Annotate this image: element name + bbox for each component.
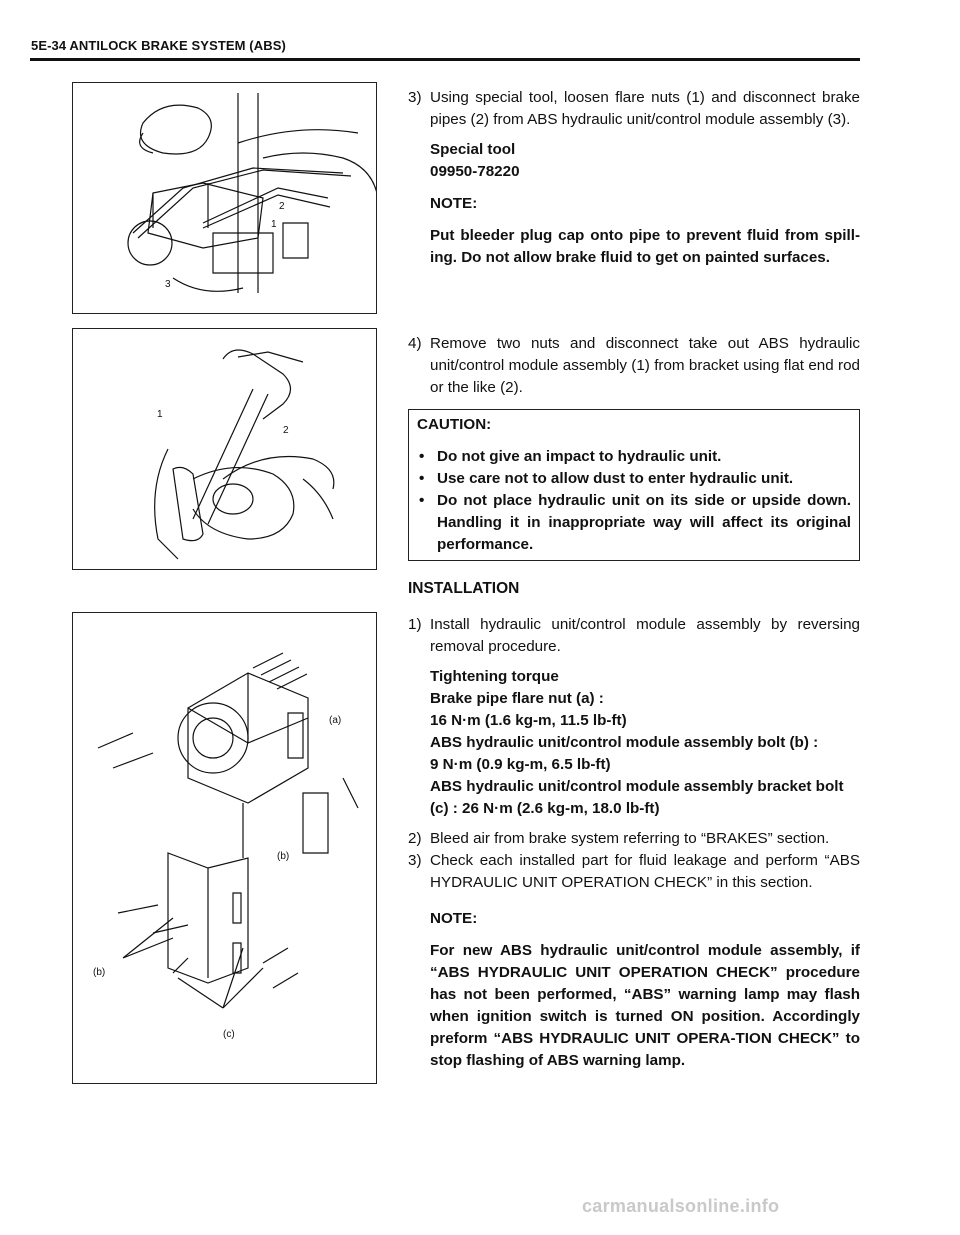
- installation-note-title: NOTE:: [430, 910, 478, 927]
- installation-note-text: For new ABS hydraulic unit/control module assembly, if “ABS HYDRAULIC UNIT OPERATION CHECK” procedure has not been performed, “ABS” warning lamp may flash when ignition switch is turned ON position. Accordingly preform “ABS HYDRAULIC UNIT OPERA-TION CHECK” to stop flashing of ABS warning lamp.: [430, 942, 860, 1069]
- installation-exploded-illustration: [73, 613, 376, 1083]
- step3-number: 3): [408, 89, 422, 106]
- hydraulic-unit-pipes-illustration: [73, 83, 376, 313]
- torque-line: 16 N·m (1.6 kg-m, 11.5 lb-ft): [430, 712, 627, 729]
- torque-line: 9 N·m (0.9 kg-m, 6.5 lb-ft): [430, 756, 611, 773]
- torque-spec: [408, 666, 860, 820]
- install-step2-text: Bleed air from brake system referring to “BRAKES” section.: [430, 830, 830, 847]
- install-step1-text: Install hydraulic unit/control module assembly by reversing removal procedure.: [430, 616, 860, 655]
- install-step1-number: 1): [408, 616, 422, 633]
- installation-heading: INSTALLATION: [408, 580, 520, 597]
- special-tool-label: Special tool: [430, 141, 516, 158]
- caution-list: [417, 446, 851, 556]
- install-step2-paragraph: [408, 828, 860, 850]
- step3-text: Using special tool, loosen flare nuts (1) and disconnect brake pipes (2) from ABS hydraulic unit/control module assembly (3).: [430, 89, 860, 128]
- step4-text: Remove two nuts and disconnect take out ABS hydraulic unit/control module assembly (1) from bracket using flat end rod or the like (2).: [430, 335, 860, 396]
- figure-remove-unit: [72, 328, 377, 570]
- installation-note: [420, 908, 860, 1072]
- fig3-label-b-lower: (b): [93, 967, 106, 978]
- torque-line: Brake pipe flare nut (a) :: [430, 690, 604, 707]
- step4-paragraph: [408, 333, 860, 399]
- figure-flare-nuts: [72, 82, 377, 314]
- torque-line: (c) : 26 N·m (2.6 kg-m, 18.0 lb-ft): [430, 800, 660, 817]
- fig1-label-1: 1: [271, 219, 277, 230]
- fig3-label-c: (c): [223, 1029, 235, 1040]
- fig3-label-b-upper: (b): [277, 851, 290, 862]
- fig1-label-3: 3: [165, 279, 171, 290]
- step3-note-text: Put bleeder plug cap onto pipe to prevent fluid from spill-ing. Do not allow brake fluid to get on painted surfaces.: [430, 227, 860, 266]
- remove-unit-illustration: [73, 329, 376, 569]
- step3-note: [420, 193, 860, 269]
- fig1-label-2: 2: [279, 201, 285, 212]
- special-tool-number: 09950-78220: [430, 163, 520, 180]
- watermark: carmanualsonline.info: [582, 1196, 780, 1216]
- header-rule: [30, 58, 860, 61]
- torque-line: Tightening torque: [430, 668, 559, 685]
- torque-line: ABS hydraulic unit/control module assembly bolt (b) :: [430, 734, 819, 751]
- install-step2-number: 2): [408, 830, 422, 847]
- installation-block: [408, 614, 860, 1072]
- step4-number: 4): [408, 335, 422, 352]
- page-header: 5E-34 ANTILOCK BRAKE SYSTEM (ABS): [31, 38, 286, 53]
- caution-title: CAUTION:: [417, 416, 492, 433]
- install-step3-text: Check each installed part for fluid leakage and perform “ABS HYDRAULIC UNIT OPERATION CHECK” in this section.: [430, 852, 860, 891]
- fig2-label-1: 1: [157, 409, 163, 420]
- step4-block: [408, 333, 860, 561]
- step4-caution-box: [408, 409, 860, 561]
- step3-paragraph: [408, 87, 860, 131]
- fig3-label-a: (a): [329, 715, 342, 726]
- step3-note-title: NOTE:: [430, 195, 478, 212]
- caution-item: • Do not place hydraulic unit on its side or upside down. Handling it in inappropriate way will affect its original performance.: [417, 490, 851, 556]
- torque-line: ABS hydraulic unit/control module assembly bracket bolt: [430, 778, 844, 795]
- fig2-label-2: 2: [283, 425, 289, 436]
- install-step1-paragraph: [408, 614, 860, 658]
- caution-item: • Do not give an impact to hydraulic unit.: [417, 446, 851, 468]
- caution-item: • Use care not to allow dust to enter hydraulic unit.: [417, 468, 851, 490]
- install-step3-number: 3): [408, 852, 422, 869]
- install-step3-paragraph: [408, 850, 860, 894]
- step3-block: [408, 87, 860, 269]
- figure-installation: [72, 612, 377, 1084]
